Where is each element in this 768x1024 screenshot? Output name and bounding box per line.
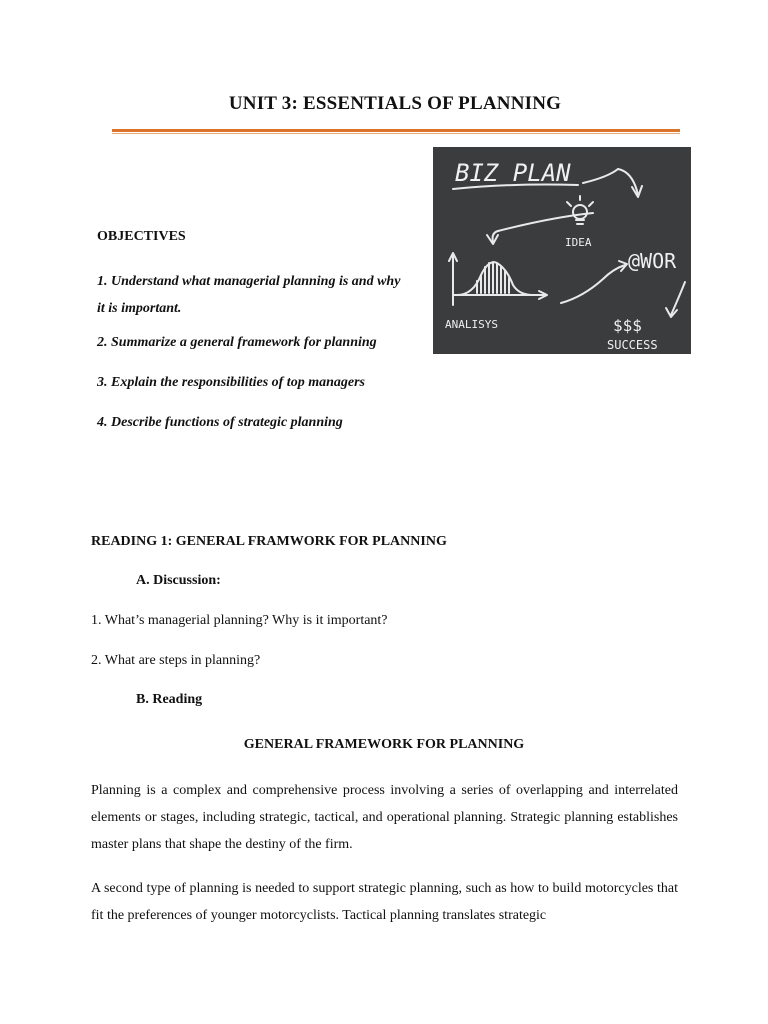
- svg-text:ANALISYS: ANALISYS: [445, 318, 498, 331]
- svg-text:@WOR: @WOR: [628, 249, 677, 273]
- objective-item: 2. Summarize a general framework for planning: [97, 335, 377, 350]
- biz-plan-image: [433, 147, 691, 354]
- hero-text-bizplan: BIZ PLAN: [455, 159, 571, 187]
- svg-text:SUCCESS: SUCCESS: [607, 338, 658, 352]
- chalkboard-biz-plan-illustration-icon: [433, 147, 691, 354]
- reading-subheading: B. Reading: [136, 692, 203, 707]
- title-divider: [112, 129, 680, 134]
- objective-item: 3. Explain the responsibilities of top managers: [97, 375, 365, 390]
- body-paragraph: A second type of planning is needed to support strategic planning, such as how to build motorcycles that fit the preferences of younger motorcyclists. Tactical planning translates strategic: [91, 881, 678, 923]
- objectives-heading: OBJECTIVES: [97, 229, 186, 244]
- page-title: UNIT 3: ESSENTIALS OF PLANNING: [228, 93, 562, 114]
- objective-item: 1. Understand what managerial planning is and why it is important.: [97, 274, 401, 316]
- objective-item: 4. Describe functions of strategic planning: [97, 415, 343, 430]
- reading-heading: READING 1: GENERAL FRAMWORK FOR PLANNING: [91, 534, 447, 549]
- article-title: GENERAL FRAMEWORK FOR PLANNING: [243, 737, 525, 752]
- svg-text:IDEA: IDEA: [565, 236, 592, 249]
- svg-text:$$$: $$$: [613, 316, 642, 335]
- body-paragraph: Planning is a complex and comprehensive process involving a series of overlapping and interrelated elements or stages, including strategic, tactical, and operational planning. Strategic planning establishes master plans that shape the destiny of the firm.: [91, 783, 678, 852]
- discussion-question: 2. What are steps in planning?: [91, 653, 261, 668]
- discussion-question: 1. What’s managerial planning? Why is it important?: [91, 613, 388, 628]
- discussion-heading: A. Discussion:: [136, 573, 221, 588]
